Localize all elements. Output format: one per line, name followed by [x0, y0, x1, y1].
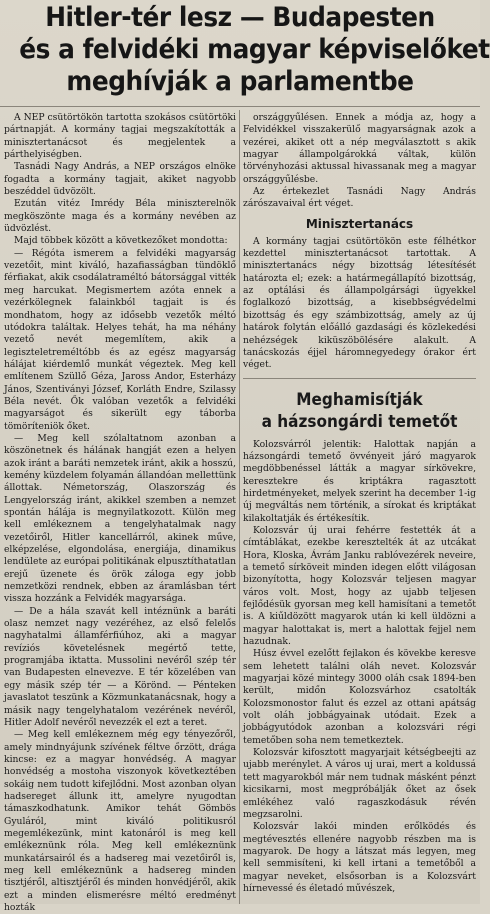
right-column	[243, 112, 476, 902]
article-paragraph: Húsz évvel ezelőtt fejlakon és kövekbe keresve sem lehetett találni oláh nevet. Kolozsvár magyarjai közé mintegy 3000 oláh csak 1894-ben került, midőn Kolozsvárhoz csatolták Kolozsmonostor falut és ezzel az ottani apátság volt oláh jobbágyainak utódait. Ezek a jobbágyutódok azonban a kolozsvári régi temetőben soha nem temetkeztek.	[243, 648, 476, 746]
article-paragraph: — Régóta ismerem a felvidéki magyarság vezetőit, mint kiváló, hazafiasságban tündöklő férfiakat, akik csodálatraméltó bátorsággal vitték meg harcukat. Megismertem azóta ennek a vezérkölegnek falainkból tagjait is és mondhatom, hogy az idősebb vezetők méltó utódokra találtak. Helyes tehát, ha ma néhány vezető nevét megemlítem, akik a legiszteletreméltóbb és az egész magyarság hálájat kiérdemlő munkát végeztek. Meg kell említenem Szüllő Géza, Jaross Andor, Esterházy János, Szentiványi József, Korláth Endre, Szilassy Béla nevét. Ők valóban vezetők a felvidéki magyarságot és sikerült egy táborba tömöríteniök őket.	[4, 247, 236, 432]
article-headline-line-1: Meghamisítják	[296, 389, 423, 410]
article-paragraph: Kolozsvár kifosztott magyarjait kétségbeejti az ujabb merénylet. A város uj urai, mert a koldussá tett magyarokból már nem tudnak másként pénzt kicsikarni, most megpróbálják őket az ősek emlékéhez való ragaszkodásuk révén megzsarolni.	[243, 747, 476, 820]
article-paragraph: Tasnádi Nagy András, a NEP országos elnöke fogadta a kormány tagjait, akiket nagyobb beszéddel üdvözölt.	[4, 161, 236, 198]
article-paragraph: Majd többek között a következőket mondotta:	[14, 235, 228, 247]
article-headline	[243, 389, 476, 433]
headline-line-2: és a felvidéki magyar képviselőket	[19, 34, 490, 65]
column-divider	[239, 110, 240, 904]
article-divider	[243, 378, 476, 379]
article-paragraph: — Meg kell szólaltatnom azonban a köszönetnek és hálának hangját ezen a helyen azok iránt a baráti nemzetek iránt, akik a hosszú, kemény küzdelem folyamán állandóan mellettünk állottak. Németország, Olaszország és Lengyelország iránt, akikkel szemben a nemzet spontán hálája is megnyilatkozott. Külön meg kell emlékeznem a tengelyhatalmak nagy vezetőiről, Hitler kancellárról, akinek műve, elképzelése, elgondolása, energiája, dinamikus lendülete az európai politikának elpusztíthatatlan erejű üzenete és örök záloga egy jobb nemzetközi rendnek, ebben az áramlásban tért vissza hozzánk a Felvidék magyarsága.	[4, 432, 236, 605]
article-paragraph: Az értekezlet Tasnádi Nagy András zárószavaival ért véget.	[243, 186, 476, 210]
article-paragraph: Kolozsvár új urai fehérre festették át a címtáblákat, ezekbe keresztelték át az utcákat Hora, Kloska, Ávrám Janku rablóvezérek neveire, a temető sírköveit minden idegen előtt világosan bizonyította, hogy Kolozsvár teljesen magyar város volt. Most, hogy az ujabb teljesen fejlődésük gyorsan meg kell hamisítani a temetőt is. A kiűldözött magyarok után ki kell üldözni a magyar halottakat is, mert a halottak fejjel nem hazudnak.	[243, 524, 476, 648]
headline-line-1: Hitler-tér lesz — Budapesten	[45, 2, 435, 33]
article-paragraph: A NEP csütörtökön tartotta szokásos csütörtöki pártnapját. A kormány tagjai megszakították a minisztertanácsot és megjelentek a párthelyiségben.	[4, 112, 236, 161]
article-paragraph: Kolozsvárról jelentik: Halottak napján a házsongárdi temető övvényeit járó magyarok megdöbbenéssel látták a magyar sírkövekre, keresztekre és kriptákra ragasztott hirdetményeket, melyek szerint ha december 1-ig új megváltás nem történik, a sírokat és kriptákat kilakoltatják és értékesítik.	[243, 438, 476, 524]
article-paragraph: országgyűlésen. Ennek a módja az, hogy a Felvidékkel visszakerülő magyarságnak azok a vezérei, akiket ott a nép megválasztott s akik magyar állampolgárokká váltak, külön törvényhozási aktussal hivassanak meg a magyar országgyűlésbe.	[243, 112, 476, 185]
article-headline-line-2: a házsongárdi temetőt	[261, 411, 458, 432]
article-paragraph: — De a hála szavát kell intéznünk a baráti olasz nemzet nagy vezéréhez, az első felelős nagyhatalmi államférfiúhoz, aki a magyar revíziós követelésnek megértő tette, programjába iktatta. Mussolini nevéről szép tér van Budapesten elnevezve. E tér közelében van egy másik szép tér — a Körönd. — Pénteken javaslatot teszünk a Közmunkatanácsnak, hogy a másik nagy tengelyhatalom vezérének nevéről, Hitler Adolf nevéről nevezzék el ezt a teret.	[4, 605, 236, 728]
article-paragraph: Ezután vitéz Imrédy Béla miniszterelnök megköszönte maga és a kormány nevében az üdvözlést.	[4, 198, 236, 235]
left-column	[4, 112, 236, 913]
article-paragraph: Kolozsvár lakói minden erőlködés és megtévesztés ellenére nagyobb részben ma is magyarok. De hogy a látszat más legyen, meg kell semmisíteni, ki kell irtani a temetőből a magyar neveket, elsősorban is a Kolozsvárt hírnevessé és életadó művészek,	[243, 821, 476, 894]
article-paragraph: A kormány tagjai csütörtökön este félhétkor kezdettel minisztertanácsot tartottak. A minisztertanács négy bizottság létesítését határozta el; ezek: a határmegállapító bizottság, az optálási és állampolgársági ügyekkel foglalkozó bizottság, a kisebbségvédelmi bizottság és egy számbizottság, amely az új határok folytán előálló gazdasági és közlekedési nehézségek kiküszöbölésére alakult. A tanácskozás éjjel háromnegyedegy órakor ért véget.	[243, 235, 476, 371]
headline	[0, 2, 490, 98]
article-paragraph: — Meg kell emlékeznem még egy tényezőről, amely mindnyájunk szívének féltve őrzött, drága kincse: ez a magyar honvédség. A magyar honvédség a mostoha viszonyok következtében sokáig nem tudott kifejlődni. Most azonban olyan hadsereget állunk itt, amelyre nyugodtan támaszkodhatunk. Amikor tehát Gömbös Gyuláról, mint kiváló politikusról megemlékezünk, mint katonáról is meg kell emlékeznünk róla. Meg kell emlékeznünk munkatársairól és a hadsereg mai vezetőiről is, meg kell emlékeznünk a hadsereg minden tisztjéről, altisztjéről és minden honvédjéről, akik ezt a minden elismerésre méltó eredményt hozták	[4, 729, 236, 913]
headline-divider	[0, 106, 480, 107]
headline-line-3: meghívják a parlamentbe	[66, 66, 414, 97]
section-heading: Minisztertanács	[305, 216, 414, 231]
